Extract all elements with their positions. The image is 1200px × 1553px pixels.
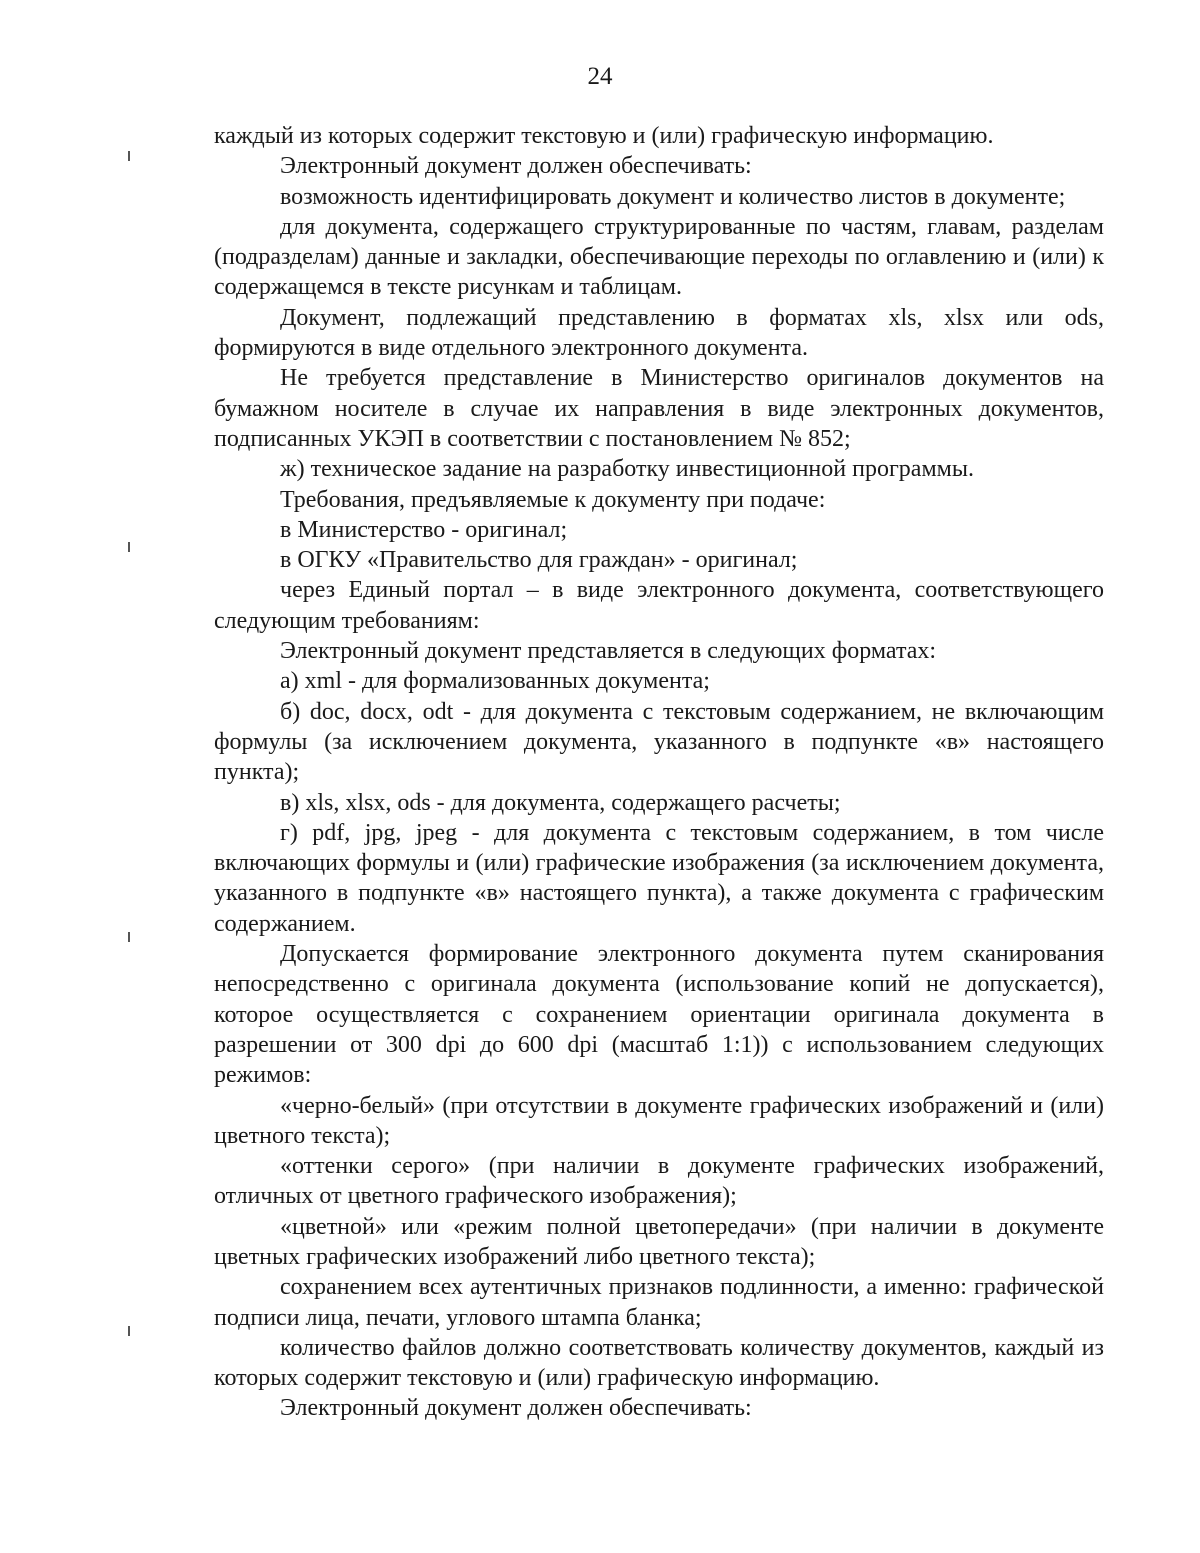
paragraph: Не требуется представление в Министерство оригиналов документов на бумажном носителе в случае их направления в виде электронных документов, подписанных УКЭП в соответствии с постановлением № 852; — [214, 365, 1104, 452]
margin-mark — [128, 542, 130, 552]
margin-mark — [128, 151, 130, 161]
paragraph: Электронный документ должен обеспечивать: — [280, 1395, 752, 1422]
paragraph: Требования, предъявляемые к документу при подаче: — [280, 486, 826, 513]
paragraph: количество файлов должно соответствовать количеству документов, каждый из которых содержит текстовую и (или) графическую информацию. — [214, 1334, 1104, 1392]
margin-mark — [128, 932, 130, 942]
paragraph: Допускается формирование электронного документа путем сканирования непосредственно с оригинала документа (использование копий не допускается), которое осуществляется с сохранением ориентации оригинала документа в разрешении от 300 dpi до 600 dpi (масштаб 1:1)) с использованием следующих режимов: — [214, 941, 1104, 1089]
document-body — [214, 121, 1104, 1424]
paragraph: а) xml - для формализованных документа; — [280, 668, 710, 695]
paragraph: сохранением всех аутентичных признаков подлинности, а именно: графической подписи лица, печати, углового штампа бланка; — [214, 1274, 1104, 1331]
paragraph: б) doc, docx, odt - для документа с текстовым содержанием, не включающим формулы (за исключением документа, указанного в подпункте «в» настоящего пункта); — [214, 698, 1104, 786]
paragraph: каждый из которых содержит текстовую и (или) графическую информацию. — [214, 123, 994, 149]
page-number: 24 — [587, 63, 613, 90]
paragraph: г) pdf, jpg, jpeg - для документа с текстовым содержанием, в том числе включающих формулы и (или) графические изображения (за исключением документа, указанного в подпункте «в» настоящего пункта), а также документа с графическим содержанием. — [214, 819, 1104, 937]
paragraph: «оттенки серого» (при наличии в документе графических изображений, отличных от цветного графического изображения); — [214, 1153, 1104, 1210]
paragraph: Электронный документ представляется в следующих форматах: — [280, 638, 937, 665]
paragraph: в) xls, xlsx, ods - для документа, содержащего расчеты; — [280, 789, 841, 816]
paragraph: ж) техническое задание на разработку инвестиционной программы. — [280, 456, 974, 483]
paragraph: для документа, содержащего структурированные по частям, главам, разделам (подразделам) данные и закладки, обеспечивающие переходы по оглавлению и (или) к содержащемся в тексте рисункам и таблицам. — [214, 213, 1104, 301]
margin-mark — [128, 1326, 130, 1336]
paragraph: в Министерство - оригинал; — [280, 516, 568, 543]
paragraph: Документ, подлежащий представлению в форматах xls, xlsx или ods, формируются в виде отдельного электронного документа. — [214, 304, 1104, 362]
paragraph: возможность идентифицировать документ и количество листов в документе; — [280, 183, 1066, 210]
paragraph: через Единый портал – в виде электронного документа, соответствующего следующим требованиям: — [214, 577, 1104, 634]
paragraph: Электронный документ должен обеспечивать: — [280, 153, 752, 180]
paragraph: «черно-белый» (при отсутствии в документе графических изображений и (или) цветного текста); — [214, 1092, 1104, 1149]
paragraph: в ОГКУ «Правительство для граждан» - оригинал; — [280, 547, 798, 574]
paragraph: «цветной» или «режим полной цветопередачи» (при наличии в документе цветных графических изображений либо цветного текста); — [214, 1213, 1104, 1270]
